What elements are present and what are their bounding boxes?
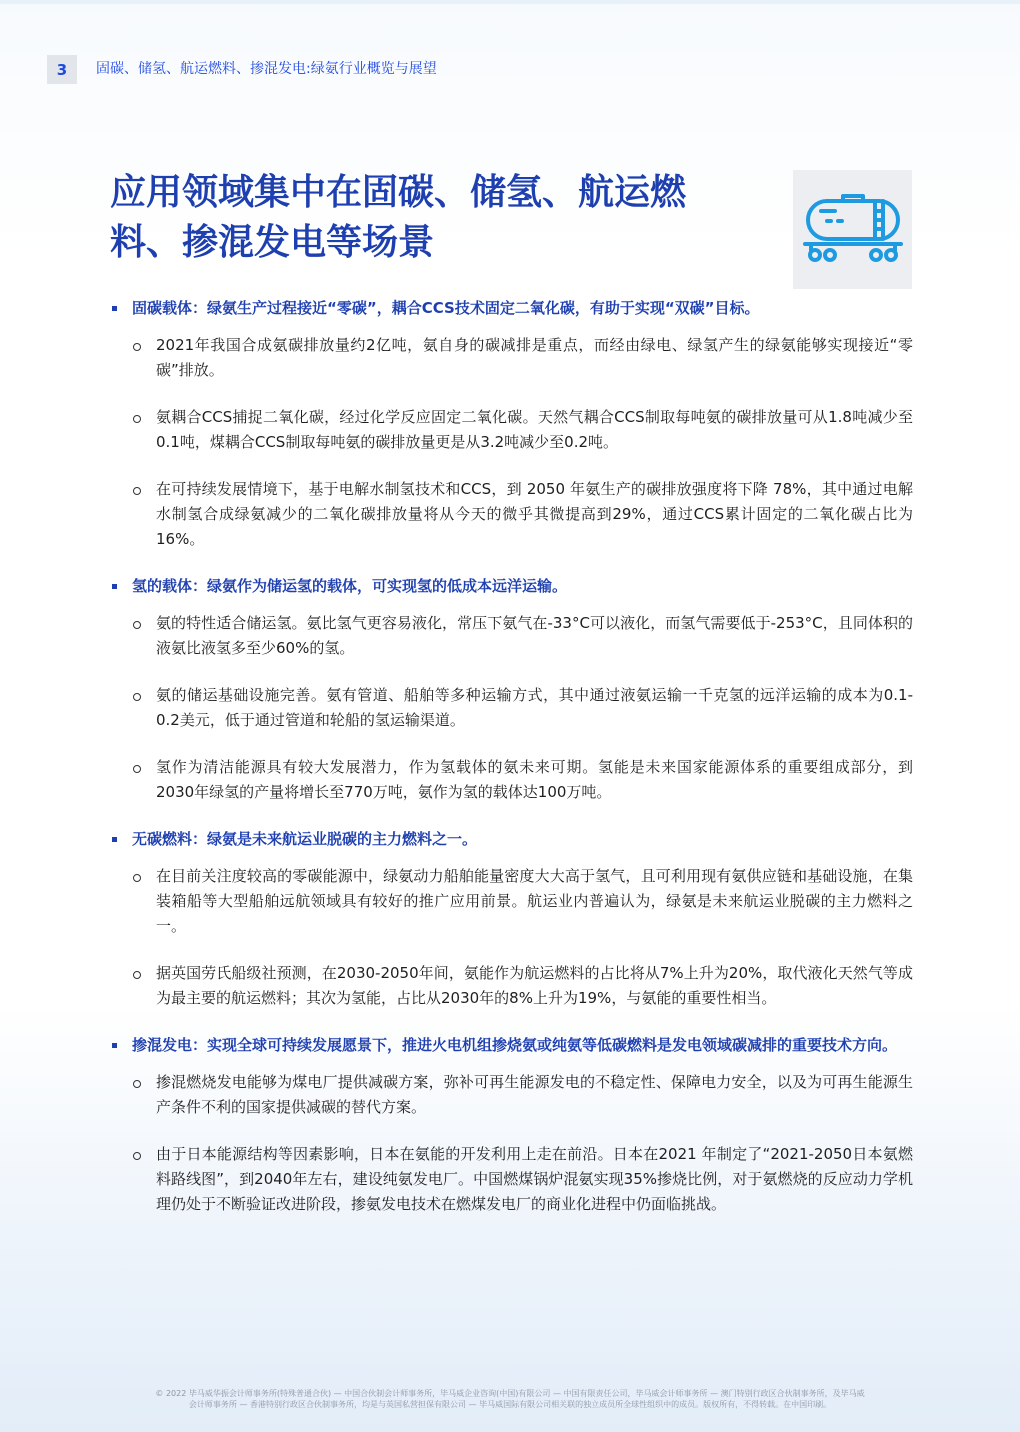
circle-bullet-icon	[133, 693, 141, 701]
title-line-2: 料、掺混发电等场景	[110, 222, 435, 263]
circle-bullet-icon	[133, 621, 141, 629]
circle-bullet-icon	[133, 971, 141, 979]
footer-line-1: © 2022 毕马威华振会计师事务所(特殊普通合伙) — 中国合伙制会计师事务所，毕马威企业咨询(中国)有限公司 — 中国有限责任公司，毕马威会计师事务所 — 澳门特别行政区合伙制事务所，及毕马威	[155, 1389, 865, 1398]
section-carbon-fixation	[108, 296, 913, 552]
footer-copyright	[100, 1388, 920, 1410]
circle-bullet-icon	[133, 343, 141, 351]
list-item: 据英国劳氏船级社预测，在2030-2050年间，氨能作为航运燃料的占比将从7%上升为20%，取代液化天然气等成为最主要的航运燃料；其次为氢能，占比从2030年的8%上升为19%，与氨能的重要性相当。	[108, 961, 913, 1011]
page-title	[110, 168, 770, 268]
title-line-1: 应用领域集中在固碳、储氢、航运燃	[110, 172, 687, 213]
circle-bullet-icon	[133, 487, 141, 495]
circle-bullet-icon	[133, 415, 141, 423]
list-item: 氨的储运基础设施完善。氨有管道、船舶等多种运输方式，其中通过液氨运输一千克氢的远洋运输的成本为0.1-0.2美元，低于通过管道和轮船的氢运输渠道。	[108, 683, 913, 733]
square-bullet-icon	[112, 837, 117, 842]
circle-bullet-icon	[133, 765, 141, 773]
section-heading: 固碳载体：绿氨生产过程接近“零碳”，耦合CCS技术固定二氧化碳，有助于实现“双碳”目标。	[108, 296, 913, 321]
ammonia-tanker-rail-car-icon	[793, 170, 912, 289]
circle-bullet-icon	[133, 1152, 141, 1160]
page-number: 3	[47, 55, 77, 84]
section-heading: 无碳燃料：绿氨是未来航运业脱碳的主力燃料之一。	[108, 827, 913, 852]
square-bullet-icon	[112, 306, 117, 311]
section-heading: 氢的载体：绿氨作为储运氢的载体，可实现氢的低成本远洋运输。	[108, 574, 913, 599]
list-item: 氨的特性适合储运氢。氨比氢气更容易液化，常压下氨气在-33°C可以液化，而氢气需要低于-253°C，且同体积的液氨比液氢多至少60%的氢。	[108, 611, 913, 661]
list-item: 2021年我国合成氨碳排放量约2亿吨，氨自身的碳减排是重点，而经由绿电、绿氢产生的绿氨能够实现接近“零碳”排放。	[108, 333, 913, 383]
content-body	[108, 296, 913, 1239]
list-item: 氢作为清洁能源具有较大发展潜力，作为氢载体的氨未来可期。氢能是未来国家能源体系的重要组成部分，到2030年绿氢的产量将增长至770万吨，氨作为氢的载体达100万吨。	[108, 755, 913, 805]
list-item: 氨耦合CCS捕捉二氧化碳，经过化学反应固定二氧化碳。天然气耦合CCS制取每吨氨的碳排放量可从1.8吨减少至0.1吨，煤耦合CCS制取每吨氨的碳排放量更是从3.2吨减少至0.2吨。	[108, 405, 913, 455]
list-item: 在可持续发展情境下，基于电解水制氢技术和CCS，到 2050 年氨生产的碳排放强度将下降 78%，其中通过电解水制氢合成绿氨减少的二氧化碳排放量将从今天的微乎其微提高到29%，通过CCS累计固定的二氧化碳占比为16%。	[108, 477, 913, 552]
section-heading: 掺混发电：实现全球可持续发展愿景下，推进火电机组掺烧氨或纯氨等低碳燃料是发电领域碳减排的重要技术方向。	[108, 1033, 913, 1058]
section-hydrogen-carrier	[108, 574, 913, 805]
section-carbon-free-fuel	[108, 827, 913, 1011]
list-item: 在目前关注度较高的零碳能源中，绿氨动力船舶能量密度大大高于氢气，且可利用现有氨供应链和基础设施，在集装箱船等大型船舶远航领域具有较好的推广应用前景。航运业内普遍认为，绿氨是未来航运业脱碳的主力燃料之一。	[108, 864, 913, 939]
running-title: 固碳、储氢、航运燃料、掺混发电:绿氨行业概览与展望	[96, 61, 437, 77]
section-co-firing-power	[108, 1033, 913, 1217]
circle-bullet-icon	[133, 1080, 141, 1088]
top-rule	[0, 0, 1020, 4]
circle-bullet-icon	[133, 874, 141, 882]
list-item: 由于日本能源结构等因素影响，日本在氨能的开发利用上走在前沿。日本在2021 年制定了“2021-2050日本氨燃料路线图”，到2040年左右，建设纯氨发电厂。中国燃煤锅炉混氨实现35%掺烧比例，对于氨燃烧的反应动力学机理仍处于不断验证改进阶段，掺氨发电技术在燃煤发电厂的商业化进程中仍面临挑战。	[108, 1142, 913, 1217]
footer-line-2: 会计师事务所 — 香港特别行政区合伙制事务所，均是与英国私营担保有限公司 — 毕马威国际有限公司相关联的独立成员所全球性组织中的成员。版权所有，不得转载。在中国印刷。	[188, 1400, 832, 1409]
square-bullet-icon	[112, 1043, 117, 1048]
square-bullet-icon	[112, 584, 117, 589]
list-item: 掺混燃烧发电能够为煤电厂提供减碳方案，弥补可再生能源发电的不稳定性、保障电力安全，以及为可再生能源生产条件不利的国家提供减碳的替代方案。	[108, 1070, 913, 1120]
